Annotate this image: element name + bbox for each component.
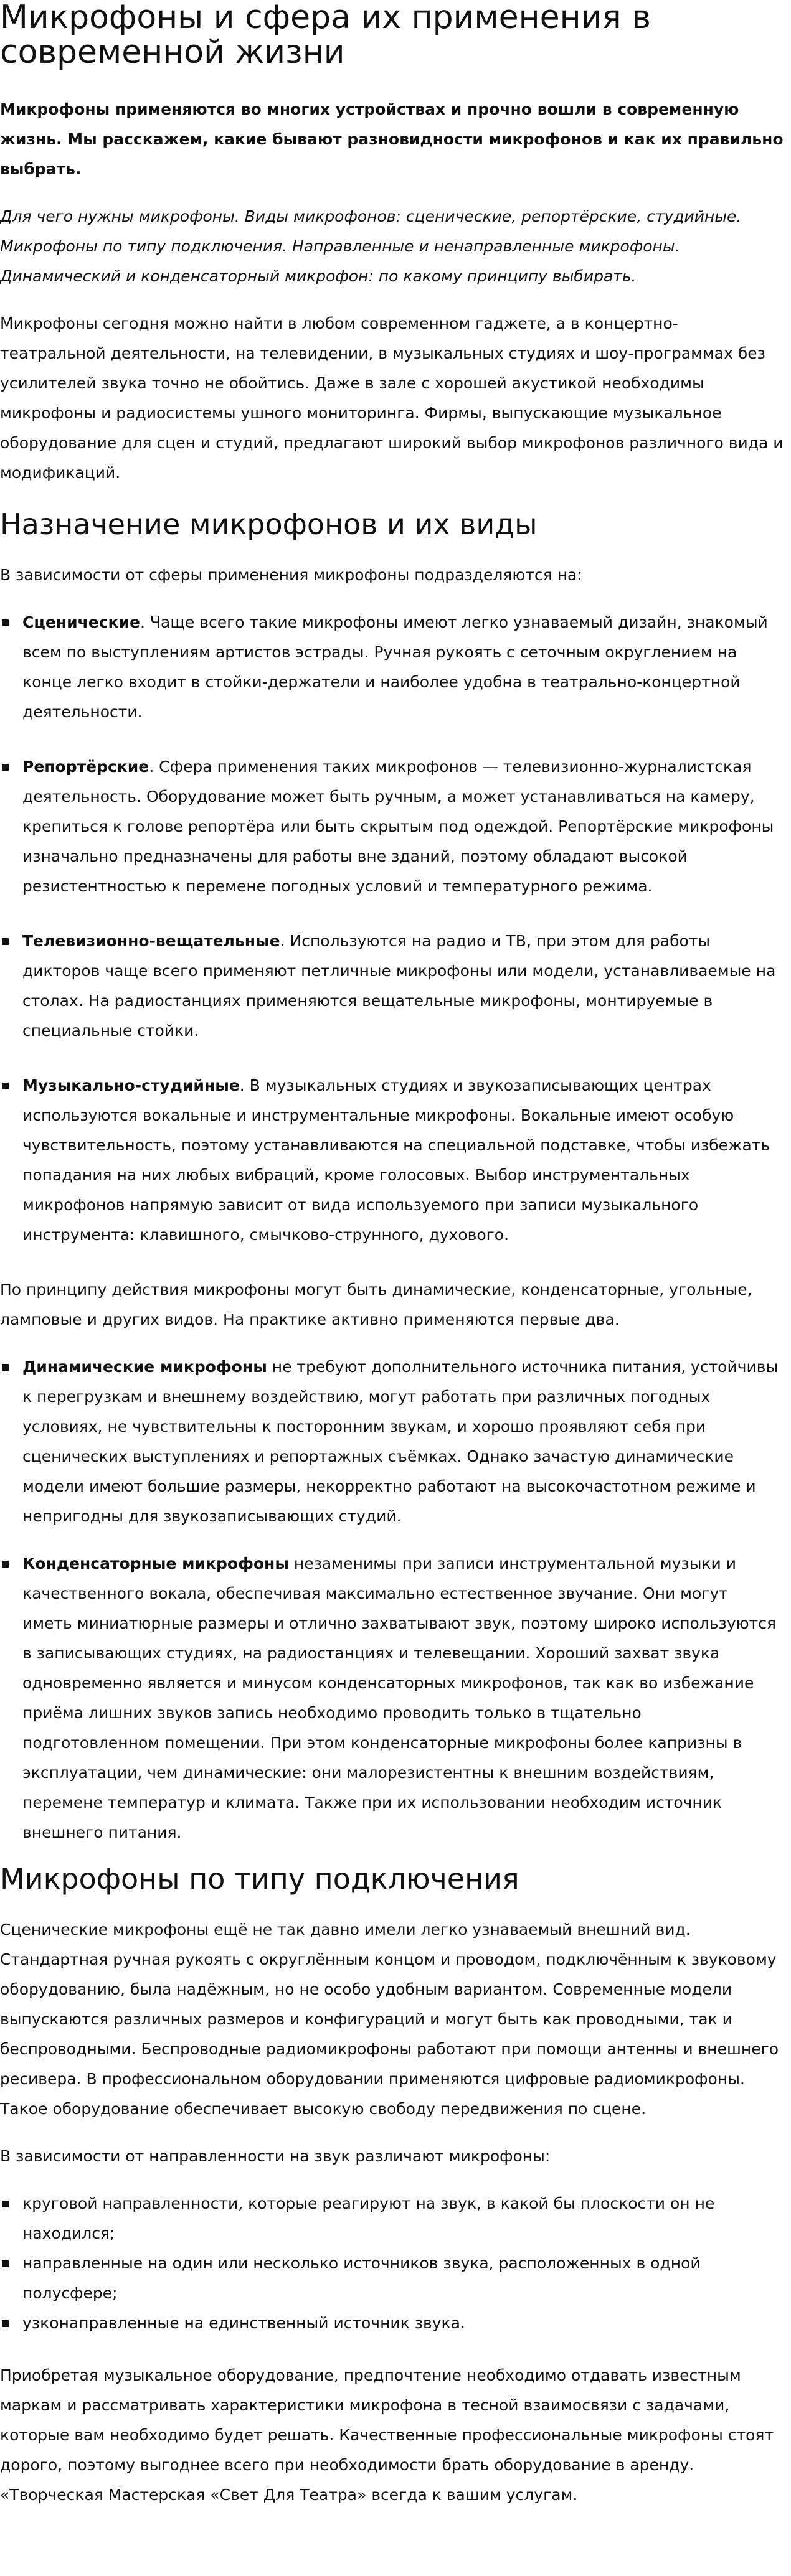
list-item [0,1549,791,1848]
list-item-term: Репортёрские [22,758,149,776]
article-summary: Для чего нужны микрофоны. Виды микрофонов: сценические, репортёрские, студийные. Микрофоны по типу подключения. Направленные и ненаправленные микрофоны. Динамический и конденсаторный микрофон: по какому принципу выбирать. [0,207,742,285]
list-item [0,1071,791,1250]
connection-paragraph: Сценические микрофоны ещё не так давно имели легко узнаваемый внешний вид. Стандартная ручная рукоять с округлённым концом и проводом, подключённым к звуковому оборудованию, была надёжным, но не особо удобным вариантом. Современные модели выпускаются различных размеров и конфигураций и могут быть как проводными, так и беспроводными. Беспроводные радиомикрофоны работают при помощи антенны и внешнего ресивера. В профессиональном оборудовании применяются цифровые радиомикрофоны. Такое оборудование обеспечивает высокую свободу передвижения по сцене. [0,1920,779,2118]
list-item-text: . Чаще всего такие микрофоны имеют легко узнаваемый дизайн, знакомый всем по выступлениям артистов эстрады. Ручная рукоять с сеточным округлением на конце легко входит в стойки-держатели и наиболее удобна в театрально-концертной деятельности. [22,613,768,721]
section-heading-types: Назначение микрофонов и их виды [0,507,538,541]
section-heading-connection: Микрофоны по типу подключения [0,1862,519,1896]
list-item-text: . Используются на радио и ТВ, при этом для работы дикторов чаще всего применяют петличные микрофоны или модели, устанавливаемые на столах. На радиостанциях применяются вещательные микрофоны, монтируемые в специальные стойки. [22,932,776,1040]
types-list [0,608,791,1250]
list-item [0,608,791,727]
closing-paragraph: Приобретая музыкальное оборудование, предпочтение необходимо отдавать известным маркам и рассматривать характеристики микрофона в тесной взаимосвязи с задачами, которые вам необходимо будет решать. Качественные профессиональные микрофоны стоят дорого, поэтому выгоднее всего при необходимости брать оборудование в аренду. «Творческая Мастерская «Свет Для Театра» всегда к вашим услугам. [0,2366,774,2504]
list-item-text: . Сфера применения таких микрофонов — телевизионно-журналистская деятельность. Оборудование может быть ручным, а может устанавливаться на камеру, крепиться к голове репортёра или быть скрытым под одеждой. Репортёрские микрофоны изначально предназначены для работы вне зданий, поэтому обладают высокой резистентностью к перемене погодных условий и температурного режима. [22,758,774,895]
list-item-term: Телевизионно-вещательные [22,932,280,950]
direction-intro: В зависимости от направленности на звук различают микрофоны: [0,2147,551,2165]
list-item-text: не требуют дополнительного источника питания, устойчивы к перегрузкам и внешнему воздействию, могут работать при различных погодных условиях, не чувствительны к посторонним звукам, и хорошо проявляют себя при сценических выступлениях и репортажных съёмках. Однако зачастую динамические модели имеют большие размеры, некорректно работают на высокочастотном режиме и непригодны для звукозаписывающих студий. [22,1358,779,1525]
list-item-term: Конденсаторные микрофоны [22,1554,289,1572]
article-intro: Микрофоны сегодня можно найти в любом современном гаджете, а в концертно-театральной деятельности, на телевидении, в музыкальных студиях и шоу-программах без усилителей звука точно не обойтись. Даже в зале с хорошей акустикой необходимы микрофоны и радиосистемы ушного мониторинга. Фирмы, выпускающие музыкальное оборудование для сцен и студий, предлагают широкий выбор микрофонов различного вида и модификаций. [0,314,784,482]
list-item: круговой направленности, которые реагируют на звук, в какой бы плоскости он не находился; [0,2189,791,2249]
list-item: узконаправленные на единственный источник звука. [0,2308,791,2338]
list-item [0,1352,791,1531]
article-lead: Микрофоны применяются во многих устройствах и прочно вошли в современную жизнь. Мы расскажем, какие бывают разновидности микрофонов и как их правильно выбрать. [0,100,784,178]
list-item-text: незаменимы при записи инструментальной музыки и качественного вокала, обеспечивая максимально естественное звучание. Они могут иметь миниатюрные размеры и отлично захватывают звук, поэтому широко используются в записывающих студиях, на радиостанциях и телевещании. Хороший захват звука одновременно является и минусом конденсаторных микрофонов, так как во избежание приёма лишних звуков запись необходимо проводить только в тщательно подготовленном помещении. При этом конденсаторные микрофоны более капризны в эксплуатации, чем динамические: они малорезистентны к внешним воздействиям, перемене температур и климата. Также при их использовании необходим источник внешнего питания. [22,1554,777,1841]
list-item [0,926,791,1046]
page-title: Микрофоны и сфера их применения в современной жизни [0,0,651,71]
directions-list [0,2189,791,2338]
list-item-term: Музыкально-студийные [22,1076,240,1094]
principle-intro: По принципу действия микрофоны могут быть динамические, конденсаторные, угольные, ламповые и других видов. На практике активно применяются первые два. [0,1281,752,1328]
types-intro: В зависимости от сферы применения микрофоны подразделяются на: [0,566,582,584]
list-item-term: Динамические микрофоны [22,1358,267,1376]
list-item [0,752,791,901]
principles-list [0,1352,791,1848]
list-item: направленные на один или несколько источников звука, расположенных в одной полусфере; [0,2249,791,2308]
list-item-term: Сценические [22,613,141,631]
list-item-text: . В музыкальных студиях и звукозаписывающих центрах используются вокальные и инструментальные микрофоны. Вокальные имеют особую чувствительность, поэтому устанавливаются на специальной подставке, чтобы избежать попадания на них любых вибраций, кроме голосовых. Выбор инструментальных микрофонов напрямую зависит от вида используемого при записи музыкального инструмента: клавишного, смычково-струнного, духового. [22,1076,770,1244]
